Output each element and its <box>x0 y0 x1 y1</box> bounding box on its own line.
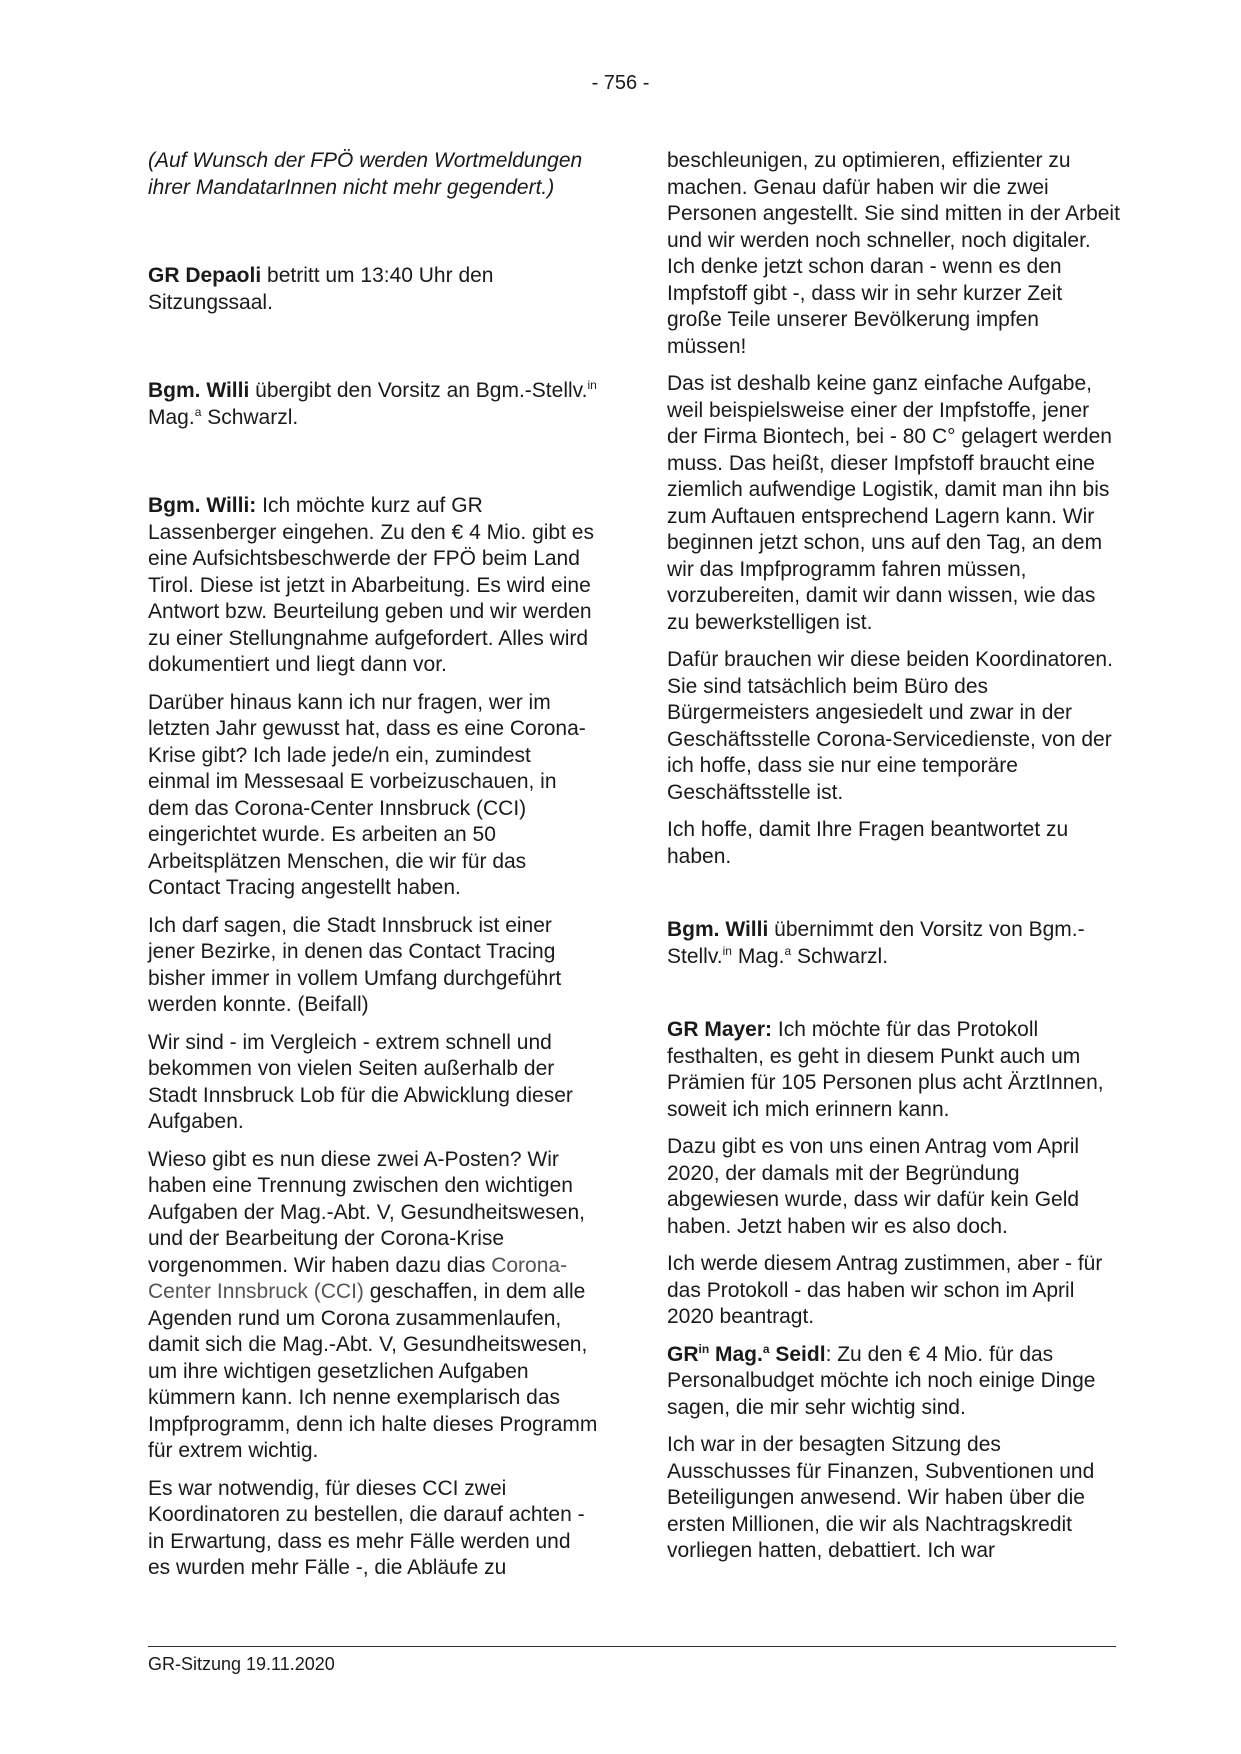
stage-direction-depaoli <box>148 263 598 316</box>
superscript: in <box>587 378 597 392</box>
footer-divider <box>148 1646 1116 1647</box>
gender-note: (Auf Wunsch der FPÖ werden Wortmeldungen ihrer MandatarInnen nicht mehr gegendert.) <box>148 149 583 199</box>
paragraph: Dazu gibt es von uns einen Antrag vom April 2020, der damals mit der Begründung abgewiesen wurde, dass wir dafür kein Geld haben. Jetzt haben wir es also doch. <box>667 1135 1080 1238</box>
cci-reference: Corona-Center Innsbruck (CCI) <box>148 1253 568 1303</box>
speaker-name: GR Mayer: <box>667 1018 773 1041</box>
paragraph: beschleunigen, zu optimieren, effizienter zu machen. Genau dafür haben wir die zwei Personen angestellt. Sie sind mitten in der Arbeit und wir werden noch schneller, noch digitaler. Ich denke jetzt schon daran - wenn es den Impfstoff gibt -, dass wir in sehr kurzer Zeit große Teile unserer Bevölkerung impfen müssen! <box>667 149 1120 358</box>
name-part: Mag. <box>709 1342 763 1366</box>
stage-text: Schwarzl. <box>791 944 889 968</box>
paragraph <box>148 1147 598 1465</box>
speaker-name: Bgm. Willi <box>667 918 769 941</box>
paragraph: Ich hoffe, damit Ihre Fragen beantwortet zu haben. <box>667 818 1069 868</box>
name-part: GR <box>667 1342 699 1366</box>
superscript: a <box>762 1341 770 1356</box>
paragraph-text: Wieso gibt es nun diese zwei A-Posten? Wir haben eine Trennung zwischen den wichtigen Aufgaben der Mag.-Abt. V, Gesundheitswesen, und der Bearbeitung der Corona-Krise vorgenommen. Wir haben dazu dias <box>148 1147 586 1277</box>
speech-text: Ich möchte für das Protokoll festhalten, es geht in diesem Punkt auch um Prämien für 105 Personen plus acht ÄrztInnen, soweit ich mich erinnern kann. <box>667 1018 1104 1121</box>
footer-session-date: GR-Sitzung 19.11.2020 <box>148 1654 335 1674</box>
speech-seidl <box>667 1342 1122 1422</box>
speech-text: Ich möchte kurz auf GR Lassenberger eingehen. Zu den € 4 Mio. gibt es eine Aufsichtsbeschwerde der FPÖ beim Land Tirol. Diese ist jetzt in Abarbeitung. Es wird eine Antwort bzw. Beurteilung geben und wir werden zu einer Stellungnahme aufgefordert. Alles wird dokumentiert und liegt dann vor. <box>148 494 594 676</box>
right-column <box>667 148 1122 1576</box>
stage-text: übernimmt den Vorsitz von Bgm.-Stellv. <box>667 918 1085 968</box>
superscript: a <box>784 943 792 958</box>
superscript: in <box>698 1341 710 1356</box>
paragraph: Ich werde diesem Antrag zustimmen, aber - für das Protokoll - das haben wir schon im April 2020 beantragt. <box>667 1252 1103 1328</box>
paragraph: Das ist deshalb keine ganz einfache Aufgabe, weil beispielsweise einer der Impfstoffe, jener der Firma Biontech, bei - 80 C° gelagert werden muss. Das heißt, dieser Impfstoff braucht eine ziemlich aufwendige Logistik, damit man ihn bis zum Auftauen entsprechend Lagern kann. Wir beginnen jetzt schon, uns auf den Tag, an dem wir das Impfprogramm fahren müssen, vorzubereiten, damit wir dann wissen, wie das zu bewerkstelligen ist. <box>667 372 1112 634</box>
superscript: a <box>194 404 202 419</box>
paragraph: Dafür brauchen wir diese beiden Koordinatoren. Sie sind tatsächlich beim Büro des Bürgermeisters angesiedelt und zwar in der Geschäftsstelle Corona-Servicedienste, von der ich hoffe, dass sie nur eine temporäre Geschäftsstelle ist. <box>667 648 1113 804</box>
speaker-name <box>667 1343 826 1366</box>
page-number: - 756 - <box>591 72 650 94</box>
stage-text: betritt um 13:40 Uhr den Sitzungssaal. <box>148 264 494 314</box>
stage-text: Schwarzl. <box>201 405 299 429</box>
speaker-name: Bgm. Willi: <box>148 494 257 517</box>
speaker-name: Bgm. Willi <box>148 379 250 402</box>
paragraph-text: geschaffen, in dem alle Agenden rund um Corona zusammenlaufen, damit sich die Mag.-Abt. V, Gesundheitswesen, um ihre wichtigen gesetzlichen Aufgaben kümmern kann. Ich nenne exemplarisch das Impfprogramm, denn ich halte dieses Programm für extrem wichtig. <box>148 1280 598 1462</box>
stage-direction-chair-handover <box>148 378 598 431</box>
speech-willi-intro <box>148 493 598 679</box>
speaker-name: GR Depaoli <box>148 264 262 287</box>
paragraph: Es war notwendig, für dieses CCI zwei Koordinatoren zu bestellen, die darauf achten - in Erwartung, dass es mehr Fälle werden und es wurden mehr Fälle -, die Abläufe zu <box>148 1476 585 1579</box>
speech-mayer <box>667 1017 1122 1123</box>
name-part: Seidl <box>769 1342 826 1366</box>
paragraph: Darüber hinaus kann ich nur fragen, wer im letzten Jahr gewusst hat, dass es eine Corona-Krise gibt? Ich lade jede/n ein, zumindest einmal im Messesaal E vorbeizuschauen, in dem das Corona-Center Innsbruck (CCI) eingerichtet wurde. Es arbeiten an 50 Arbeitsplätzen Menschen, die wir für das Contact Tracing angestellt haben. <box>148 690 586 899</box>
left-column <box>148 148 598 1593</box>
paragraph: Ich war in der besagten Sitzung des Ausschusses für Finanzen, Subventionen und Beteiligungen anwesend. Wir haben über die ersten Millionen, die wir als Nachtragskredit vorliegen hatten, debattiert. Ich war <box>667 1433 1095 1562</box>
stage-text: übergibt den Vorsitz an Bgm.-Stellv. <box>249 379 588 402</box>
superscript: in <box>722 943 732 958</box>
paragraph: Ich darf sagen, die Stadt Innsbruck ist einer jener Bezirke, in denen das Contact Tracing bisher immer in vollem Umfang durchgeführt werden konnte. (Beifall) <box>148 913 562 1016</box>
paragraph: Wir sind - im Vergleich - extrem schnell und bekommen von vielen Seiten außerhalb der Stadt Innsbruck Lob für die Abwicklung dieser Aufgaben. <box>148 1030 573 1133</box>
speech-text: : Zu den € 4 Mio. für das Personalbudget möchte ich noch einige Dinge sagen, die mir sehr wichtig sind. <box>667 1342 1096 1419</box>
stage-text: Mag. <box>731 944 785 968</box>
stage-text: Mag. <box>148 405 195 429</box>
stage-direction-chair-resume <box>667 917 1122 970</box>
